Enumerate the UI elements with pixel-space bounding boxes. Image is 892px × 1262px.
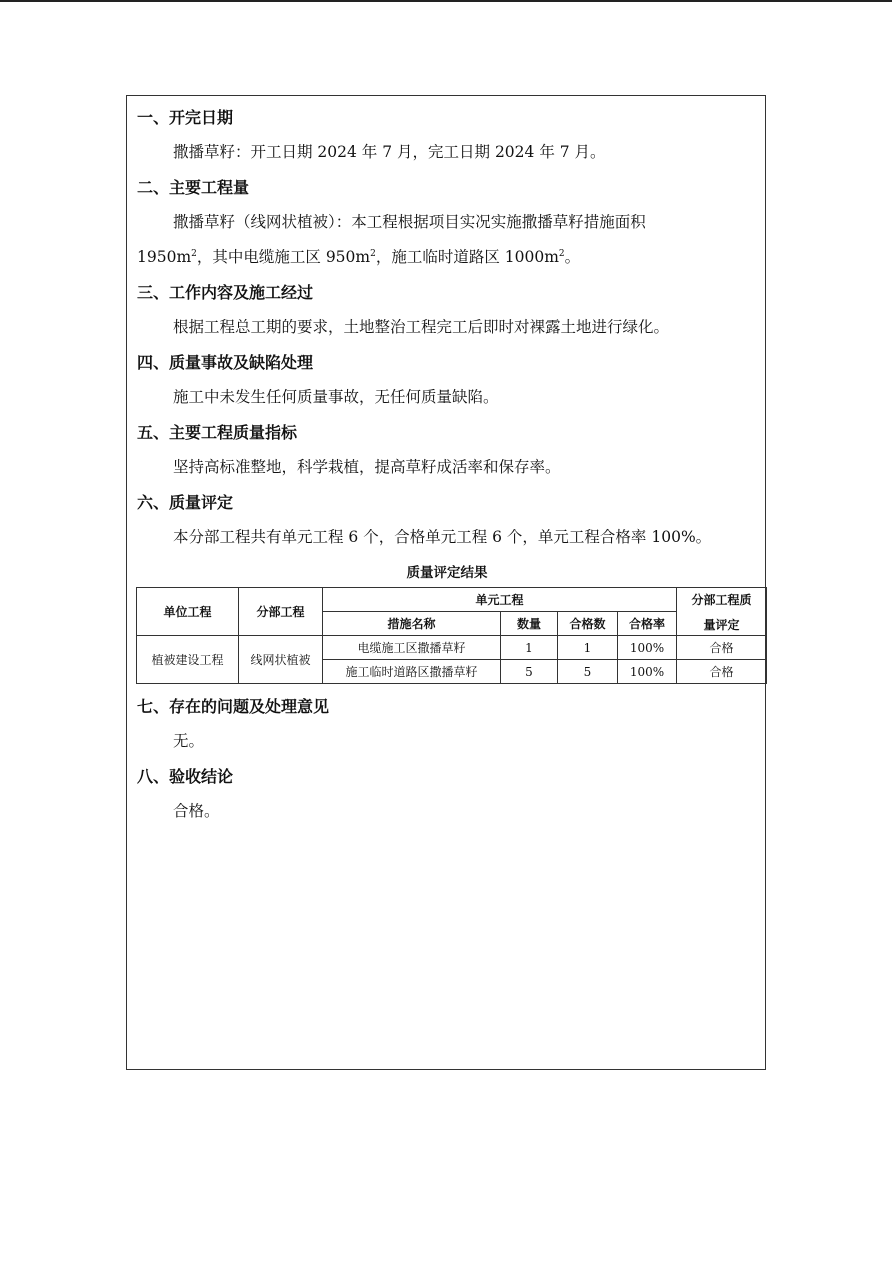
unit-superscript: 2 [558, 248, 565, 259]
section-2-body-line2 [137, 245, 580, 267]
cell-qualified: 1 [558, 636, 618, 660]
cell-rate: 100% [618, 636, 677, 660]
section-5-body: 坚持高标准整地，科学栽植，提高草籽成活率和保存率。 [173, 458, 561, 476]
section-1-body: 撒播草籽：开工日期 2024 年 7 月，完工日期 2024 年 7 月。 [173, 143, 606, 161]
header-division-quality-line2: 量评定 [703, 617, 740, 632]
section-1-title: 一、开完日期 [137, 108, 234, 127]
section-2-title: 二、主要工程量 [137, 178, 250, 197]
header-division-quality [677, 588, 767, 636]
section-8-title: 八、验收结论 [137, 767, 234, 786]
header-division-project: 分部工程 [239, 588, 323, 636]
cell-grade: 合格 [677, 636, 767, 660]
table-caption: 质量评定结果 [406, 565, 488, 581]
header-unit-project: 单位工程 [137, 588, 239, 636]
cell-measure: 施工临时道路区撒播草籽 [323, 660, 501, 684]
area-total: 1950m [137, 248, 192, 266]
cell-division-project: 线网状植被 [239, 636, 323, 684]
cell-quantity: 5 [501, 660, 558, 684]
header-qualified-count: 合格数 [558, 612, 618, 636]
area-cable: ，其中电缆施工区 950m [196, 248, 371, 266]
section-6-title: 六、质量评定 [137, 493, 234, 512]
line-end: 。 [564, 248, 581, 266]
cell-unit-project: 植被建设工程 [137, 636, 239, 684]
cell-measure: 电缆施工区撒播草籽 [323, 636, 501, 660]
header-division-quality-line1: 分部工程质 [691, 592, 752, 607]
unit-superscript: 2 [370, 248, 376, 259]
table-header-row [137, 588, 767, 612]
top-border-line [0, 0, 892, 2]
section-3-body: 根据工程总工期的要求，土地整治工程完工后即时对裸露土地进行绿化。 [173, 318, 670, 336]
header-quantity: 数量 [501, 612, 558, 636]
cell-grade: 合格 [677, 660, 767, 684]
section-7-title: 七、存在的问题及处理意见 [137, 697, 330, 716]
area-road: ，施工临时道路区 1000m [375, 248, 559, 266]
section-8-body: 合格。 [173, 802, 220, 820]
table-row [137, 636, 767, 660]
header-measure-name: 措施名称 [323, 612, 501, 636]
header-element-project: 单元工程 [323, 588, 677, 612]
section-2-body-line1: 撒播草籽（线网状植被）：本工程根据项目实况实施撒播草籽措施面积 [173, 213, 646, 231]
section-3-title: 三、工作内容及施工经过 [137, 283, 314, 302]
header-pass-rate: 合格率 [618, 612, 677, 636]
report-frame [126, 95, 766, 1070]
cell-rate: 100% [618, 660, 677, 684]
section-4-body: 施工中未发生任何质量事故，无任何质量缺陷。 [173, 388, 499, 406]
cell-qualified: 5 [558, 660, 618, 684]
quality-table [136, 587, 767, 684]
section-4-title: 四、质量事故及缺陷处理 [137, 353, 314, 372]
section-7-body: 无。 [173, 732, 205, 750]
section-6-body: 本分部工程共有单元工程 6 个，合格单元工程 6 个，单元工程合格率 100%。 [173, 528, 712, 546]
unit-superscript: 2 [191, 248, 197, 259]
section-5-title: 五、主要工程质量指标 [137, 423, 298, 442]
cell-quantity: 1 [501, 636, 558, 660]
